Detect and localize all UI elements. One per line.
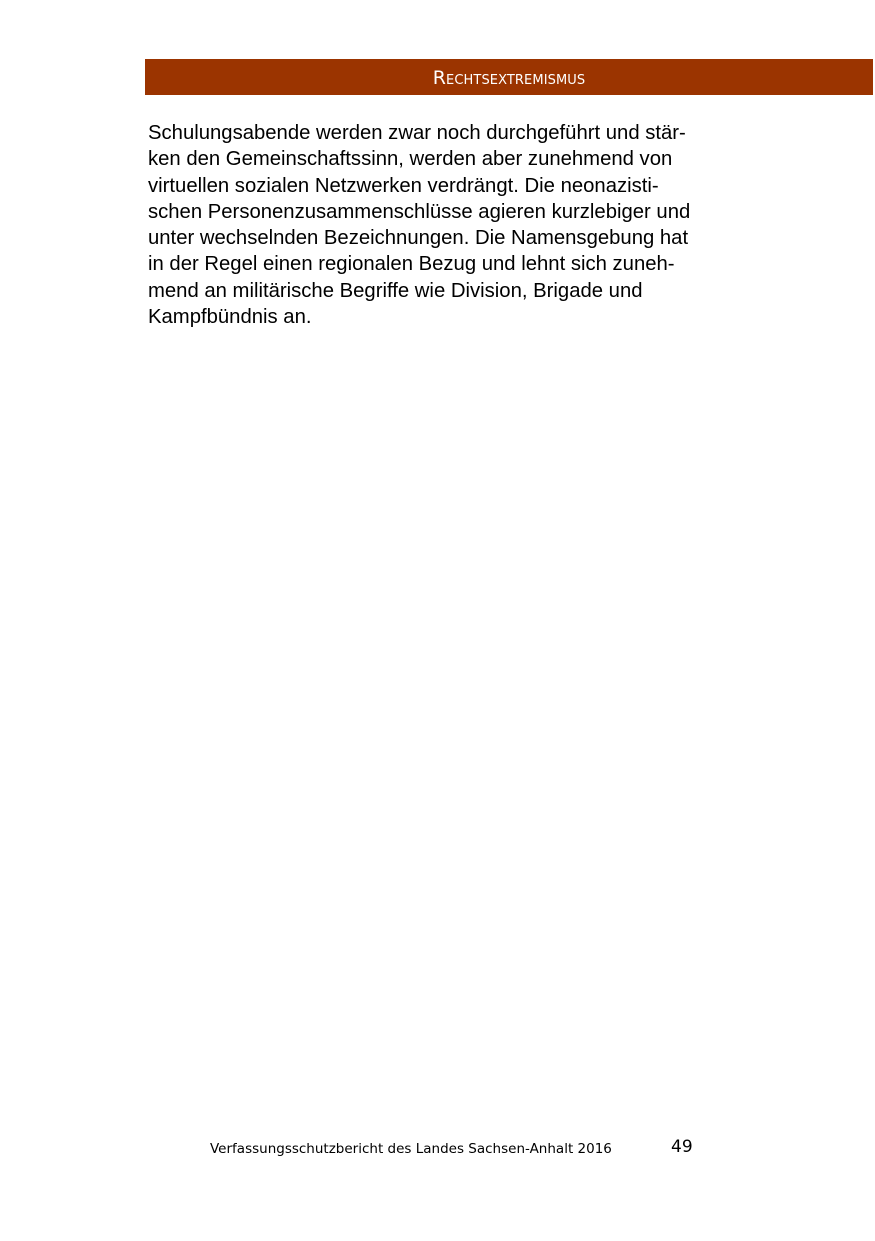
body-paragraph: Schulungsabende werden zwar noch durchgeführt und stär- ken den Gemeinschaftssinn, werden aber zunehmend von virtuellen sozialen Netzwerken verdrängt. Die neonazisti- schen Personenzusammenschlüsse agieren kurzlebiger und unter wechselnden Bezeichnungen. Die Namensgebung hat in der Regel einen regionalen Bezug und lehnt sich zuneh- mend an militärische Begriffe wie Division, Brigade und Kampfbündnis an. xyxy=(148,122,691,329)
page-number: 49 xyxy=(671,1137,693,1157)
footer-publication-title: Verfassungsschutzbericht des Landes Sachsen-Anhalt 2016 xyxy=(210,1141,612,1157)
section-header-bar xyxy=(145,59,873,95)
section-title: Rechtsextremismus xyxy=(432,67,586,89)
